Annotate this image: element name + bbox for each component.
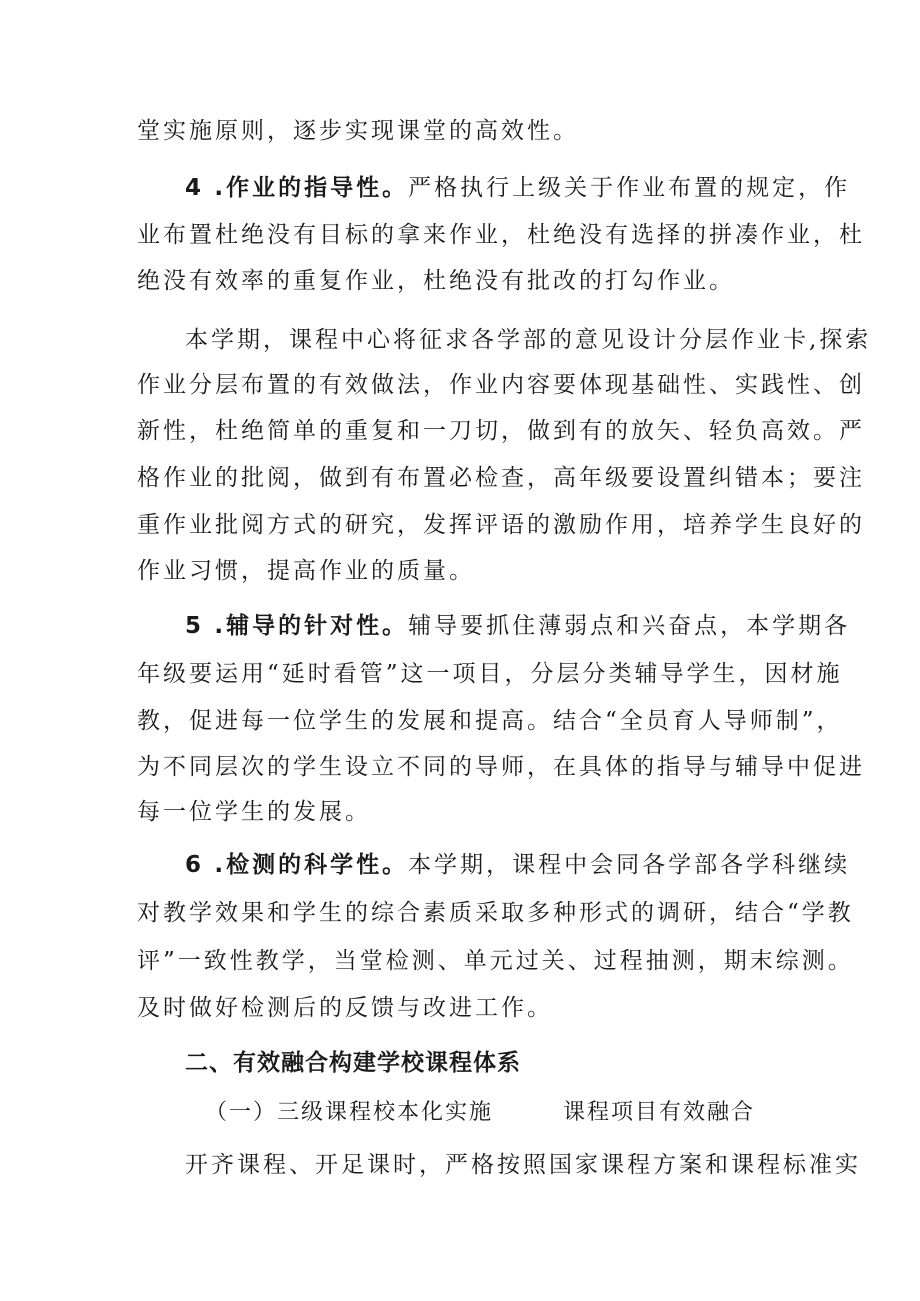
paragraph-line: 新性，杜绝简单的重复和一刀切，做到有的放矢、轻负高效。严 bbox=[137, 418, 865, 444]
item-title: .作业的指导性。 bbox=[214, 175, 409, 201]
paragraph-line: 及时做好检测后的反馈与改进工作。 bbox=[137, 995, 553, 1021]
subsection-left: （一）三级课程校本化实施 bbox=[205, 1100, 494, 1125]
item-number: 4 bbox=[185, 175, 205, 201]
paragraph-line: 绝没有效率的重复作业，杜绝没有批改的打勾作业。 bbox=[137, 268, 735, 294]
paragraph-line: 业布置杜绝没有目标的拿来作业，杜绝没有选择的拼凑作业，杜 bbox=[137, 222, 865, 248]
paragraph-line: 每一位学生的发展。 bbox=[137, 799, 371, 825]
paragraph-line: 对教学效果和学生的综合素质采取多种形式的调研，结合“学教 bbox=[137, 900, 854, 926]
paragraph-line: 重作业批阅方式的研究，发挥评语的激励作用，培养学生良好的 bbox=[137, 512, 865, 538]
item-title: .辅导的针对性。 bbox=[214, 613, 409, 639]
paragraph-line: 作业习惯，提高作业的质量。 bbox=[137, 558, 475, 584]
section-heading: 二、有效融合构建学校课程体系 bbox=[185, 1050, 521, 1076]
subsection-right: 课程项目有效融合 bbox=[563, 1100, 756, 1125]
paragraph-line bbox=[185, 850, 851, 880]
paragraph-line bbox=[185, 611, 851, 641]
item-text: 严格执行上级关于作业布置的规定，作 bbox=[408, 175, 851, 201]
subsection-heading bbox=[205, 1098, 755, 1128]
paragraph-line: 为不同层次的学生设立不同的导师，在具体的指导与辅导中促进 bbox=[137, 754, 865, 780]
paragraph-line: 开齐课程、开足课时，严格按照国家课程方案和课程标准实 bbox=[185, 1152, 861, 1178]
paragraph-line: 堂实施原则，逐步实现课堂的高效性。 bbox=[137, 118, 579, 144]
paragraph-line: 年级要运用“延时看管”这一项目，分层分类辅导学生，因材施 bbox=[137, 661, 843, 687]
item-title: .检测的科学性。 bbox=[214, 852, 409, 878]
paragraph-line: 教，促进每一位学生的发展和提高。结合“全员育人导师制”， bbox=[137, 708, 843, 734]
paragraph-line: 本学期，课程中心将征求各学部的意见设计分层作业卡,探索 bbox=[185, 327, 872, 353]
paragraph-line: 作业分层布置的有效做法，作业内容要体现基础性、实践性、创 bbox=[137, 372, 865, 398]
paragraph-line bbox=[185, 173, 851, 203]
item-text: 辅导要抓住薄弱点和兴奋点，本学期各 bbox=[408, 613, 851, 639]
item-number: 5 bbox=[185, 613, 205, 639]
paragraph-line: 评”一致性教学，当堂检测、单元过关、过程抽测，期末综测。 bbox=[137, 948, 854, 974]
paragraph-line: 格作业的批阅，做到有布置必检查，高年级要设置纠错本；要注 bbox=[137, 465, 865, 491]
item-text: 本学期，课程中会同各学部各学科继续 bbox=[408, 852, 851, 878]
item-number: 6 bbox=[185, 852, 205, 878]
